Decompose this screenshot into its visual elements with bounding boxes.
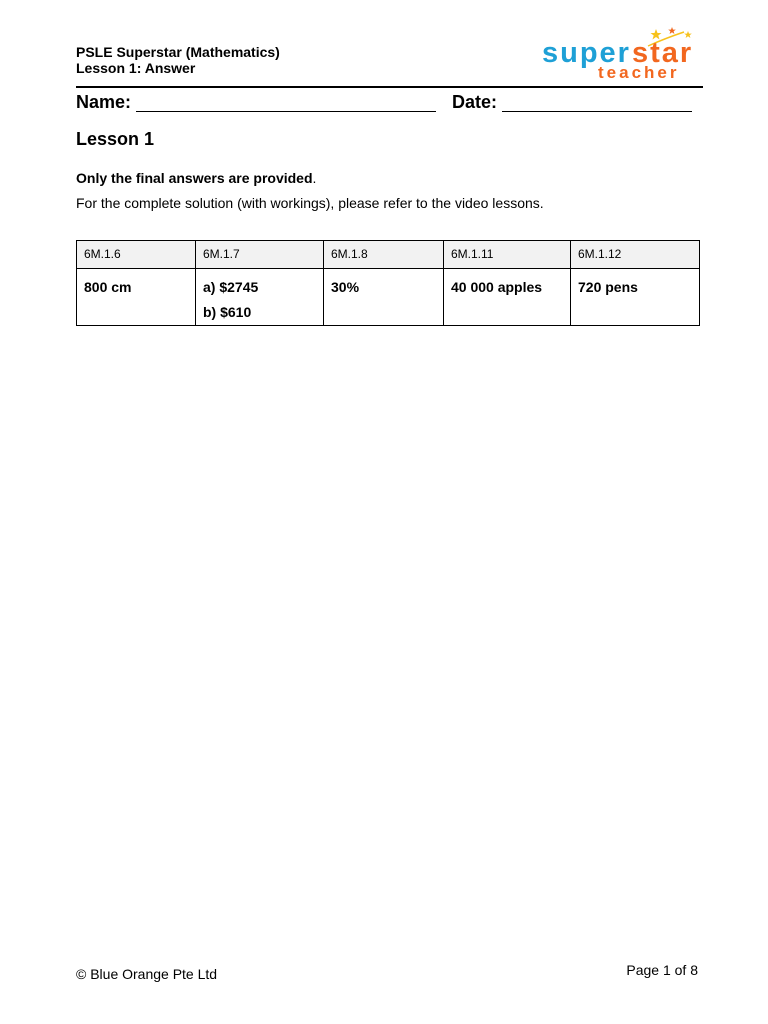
name-date-row bbox=[76, 92, 703, 116]
answer-cell bbox=[196, 269, 324, 326]
course-title: PSLE Superstar (Mathematics) bbox=[76, 44, 280, 60]
answer-text: a) $2745 bbox=[203, 279, 259, 295]
date-blank-line[interactable] bbox=[502, 111, 692, 112]
answer-cell bbox=[571, 269, 700, 326]
date-label: Date: bbox=[452, 92, 498, 112]
name-label: Name: bbox=[76, 92, 132, 112]
logo-word-star: star bbox=[632, 37, 694, 69]
page-indicator: Page 1 of 8 bbox=[626, 962, 698, 978]
answer-cell bbox=[324, 269, 444, 326]
answers-header-row bbox=[77, 241, 700, 269]
video-instruction: For the complete solution (with workings), please refer to the video lessons. bbox=[76, 195, 544, 211]
lesson-subtitle: Lesson 1: Answer bbox=[76, 60, 196, 76]
superstar-teacher-logo bbox=[540, 26, 700, 84]
answer-cell bbox=[77, 269, 196, 326]
answer-text: 800 cm bbox=[84, 279, 132, 295]
lesson-title: Lesson 1 bbox=[76, 129, 155, 149]
copyright-notice: © Blue Orange Pte Ltd bbox=[76, 966, 218, 982]
answer-text: 30% bbox=[331, 279, 360, 295]
answers-row bbox=[77, 269, 700, 326]
logo-word-super: super bbox=[542, 37, 631, 69]
logo-word-teacher: teacher bbox=[598, 63, 680, 82]
answer-text: b) $610 bbox=[203, 304, 252, 320]
name-blank-line[interactable] bbox=[136, 111, 436, 112]
answers-note bbox=[76, 170, 316, 186]
answers-note-bold: Only the final answers are provided bbox=[76, 170, 313, 186]
document-header bbox=[76, 44, 280, 76]
question-code-cell: 6M.1.12 bbox=[571, 241, 700, 269]
answer-text: 40 000 apples bbox=[451, 279, 543, 295]
question-code-cell: 6M.1.6 bbox=[77, 241, 196, 269]
answer-text: 720 pens bbox=[578, 279, 638, 295]
answer-cell bbox=[444, 269, 571, 326]
question-code-cell: 6M.1.11 bbox=[444, 241, 571, 269]
question-code-cell: 6M.1.7 bbox=[196, 241, 324, 269]
question-code-cell: 6M.1.8 bbox=[324, 241, 444, 269]
answers-table bbox=[76, 240, 700, 326]
header-divider bbox=[76, 86, 703, 88]
answers-note-end: . bbox=[312, 170, 317, 186]
